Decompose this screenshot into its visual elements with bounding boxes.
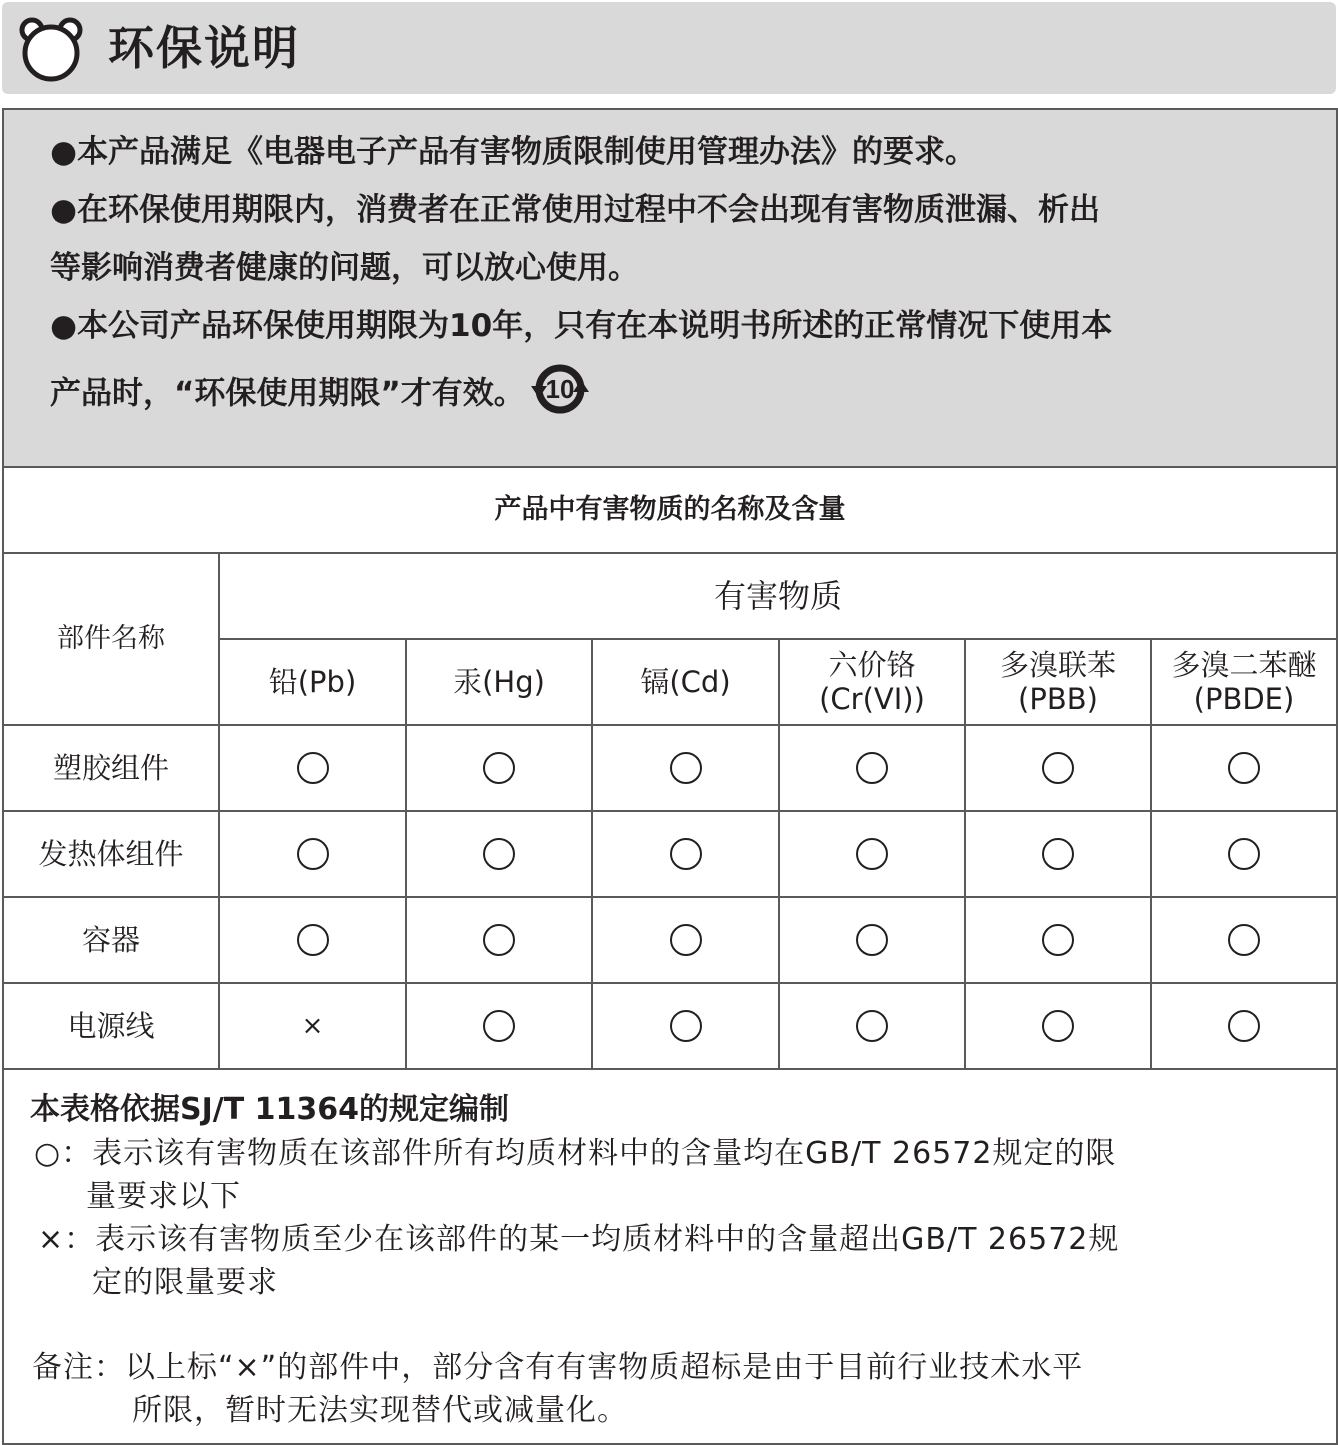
circle-mark (483, 838, 515, 870)
substance-value-cell (220, 898, 405, 982)
column-header-line-2: (PBB) (1018, 682, 1098, 716)
circle-mark (1042, 1010, 1074, 1042)
notes-section (4, 1070, 1336, 1443)
substance-value-cell (966, 984, 1150, 1068)
column-header-line-1: 多溴联苯 (999, 648, 1116, 682)
circle-mark (856, 752, 888, 784)
substance-value-cell (220, 984, 405, 1068)
part-name-cell: 塑胶组件 (52, 751, 169, 785)
substance-value-cell (966, 898, 1150, 982)
circle-note-line-1 (34, 1128, 1116, 1172)
info-section (4, 110, 1336, 468)
column-header (593, 640, 778, 724)
substance-value-cell (593, 984, 778, 1068)
cross-mark: × (301, 1011, 324, 1041)
substance-value-cell (1152, 898, 1336, 982)
part-name-cell: 容器 (81, 923, 140, 957)
substance-value-cell (966, 812, 1150, 896)
column-header-line-1: 多溴二苯醚 (1171, 648, 1317, 682)
part-name-header: 部件名称 (57, 623, 165, 654)
info-text-2: 在环保使用期限内，消费者在正常使用过程中不会出现有害物质泄漏、析出 (77, 192, 1101, 228)
column-header-line-1: 汞(Hg) (453, 665, 545, 699)
substance-value-cell (780, 812, 964, 896)
table-title: 产品中有害物质的名称及含量 (4, 468, 1336, 554)
substance-value-cell (593, 726, 778, 810)
circle-note-text: ：表示该有害物质在该部件所有均质材料中的含量均在GB/T 26572规定的限 (61, 1136, 1117, 1171)
circle-mark (1042, 838, 1074, 870)
part-name-cell: 电源线 (67, 1009, 155, 1043)
substance-value-cell (220, 812, 405, 896)
column-header (1152, 640, 1336, 724)
info-line-1 (50, 132, 976, 172)
circle-mark (1228, 752, 1260, 784)
column-header (966, 640, 1150, 724)
column-header (220, 640, 405, 724)
circle-mark (483, 752, 515, 784)
environmental-protection-period-icon (529, 358, 591, 420)
substance-header: 有害物质 (713, 577, 842, 615)
badge-number: 10 (545, 374, 575, 404)
cross-symbol: × (38, 1222, 65, 1257)
substance-value-cell (593, 898, 778, 982)
circle-mark (1042, 924, 1074, 956)
notes-heading: 本表格依据SJ/T 11364的规定编制 (30, 1092, 510, 1127)
substance-value-cell (407, 726, 591, 810)
circle-mark (483, 1010, 515, 1042)
substance-value-cell (780, 984, 964, 1068)
info-text-4: 本公司产品环保使用期限为10年，只有在本说明书所述的正常情况下使用本 (77, 308, 1113, 344)
column-header-line-1: 六价铬 (828, 648, 916, 682)
column-header-line-1: 铅(Pb) (268, 665, 357, 699)
column-header (780, 640, 964, 724)
substance-value-cell (220, 726, 405, 810)
substance-value-cell (407, 812, 591, 896)
circle-mark (670, 1010, 702, 1042)
circle-mark (1042, 752, 1074, 784)
column-header (407, 640, 591, 724)
circle-mark (297, 838, 329, 870)
substance-value-cell (780, 726, 964, 810)
circle-mark (297, 924, 329, 956)
header-banner (2, 2, 1336, 94)
remark-line-2: 所限，暂时无法实现替代或减量化。 (132, 1393, 628, 1428)
substance-value-cell (1152, 984, 1336, 1068)
part-name-cell: 发热体组件 (38, 837, 184, 871)
circle-note-line-2: 量要求以下 (86, 1179, 241, 1214)
cross-note-line-2: 定的限量要求 (92, 1265, 278, 1300)
circle-mark (856, 838, 888, 870)
circle-mark (1228, 924, 1260, 956)
cross-note-line-1 (38, 1214, 1119, 1258)
column-header-line-2: (PBDE) (1193, 682, 1295, 716)
circle-mark (670, 838, 702, 870)
circle-mark (1228, 1010, 1260, 1042)
bullet: ● (50, 192, 78, 228)
info-line-5 (50, 364, 591, 426)
info-line-2 (50, 190, 1100, 230)
circle-mark (856, 1010, 888, 1042)
circle-mark (856, 924, 888, 956)
circle-mark (670, 752, 702, 784)
page-title: 环保说明 (108, 21, 300, 75)
info-text-1: 本产品满足《电器电子产品有害物质限制使用管理办法》的要求。 (77, 134, 977, 170)
circle-mark (670, 924, 702, 956)
column-header-line-1: 镉(Cd) (640, 665, 731, 699)
circle-mark (483, 924, 515, 956)
bullet: ● (50, 308, 78, 344)
info-text-5: 产品时，“环保使用期限”才有效。 (50, 375, 525, 412)
circle-symbol: ○ (34, 1136, 62, 1171)
substance-value-cell (780, 898, 964, 982)
substance-value-cell (966, 726, 1150, 810)
cross-note-text: ：表示该有害物质至少在该部件的某一均质材料中的含量超出GB/T 26572规 (64, 1222, 1120, 1257)
info-text-3: 等影响消费者健康的问题，可以放心使用。 (50, 250, 639, 286)
circle-mark (1228, 838, 1260, 870)
info-line-3 (50, 248, 639, 288)
circle-mark (297, 752, 329, 784)
content-frame (2, 108, 1338, 1445)
substance-value-cell (407, 984, 591, 1068)
substance-value-cell (1152, 726, 1336, 810)
bullet: ● (50, 134, 78, 170)
hazard-table (4, 554, 1336, 1070)
substance-value-cell (407, 898, 591, 982)
substance-value-cell (593, 812, 778, 896)
bear-face-icon (18, 16, 84, 82)
info-line-4 (50, 306, 1112, 346)
substance-value-cell (1152, 812, 1336, 896)
remark-line-1: 备注：以上标“×”的部件中，部分含有有害物质超标是由于目前行业技术水平 (32, 1350, 1084, 1385)
column-header-line-2: (Cr(VI)) (819, 682, 925, 716)
